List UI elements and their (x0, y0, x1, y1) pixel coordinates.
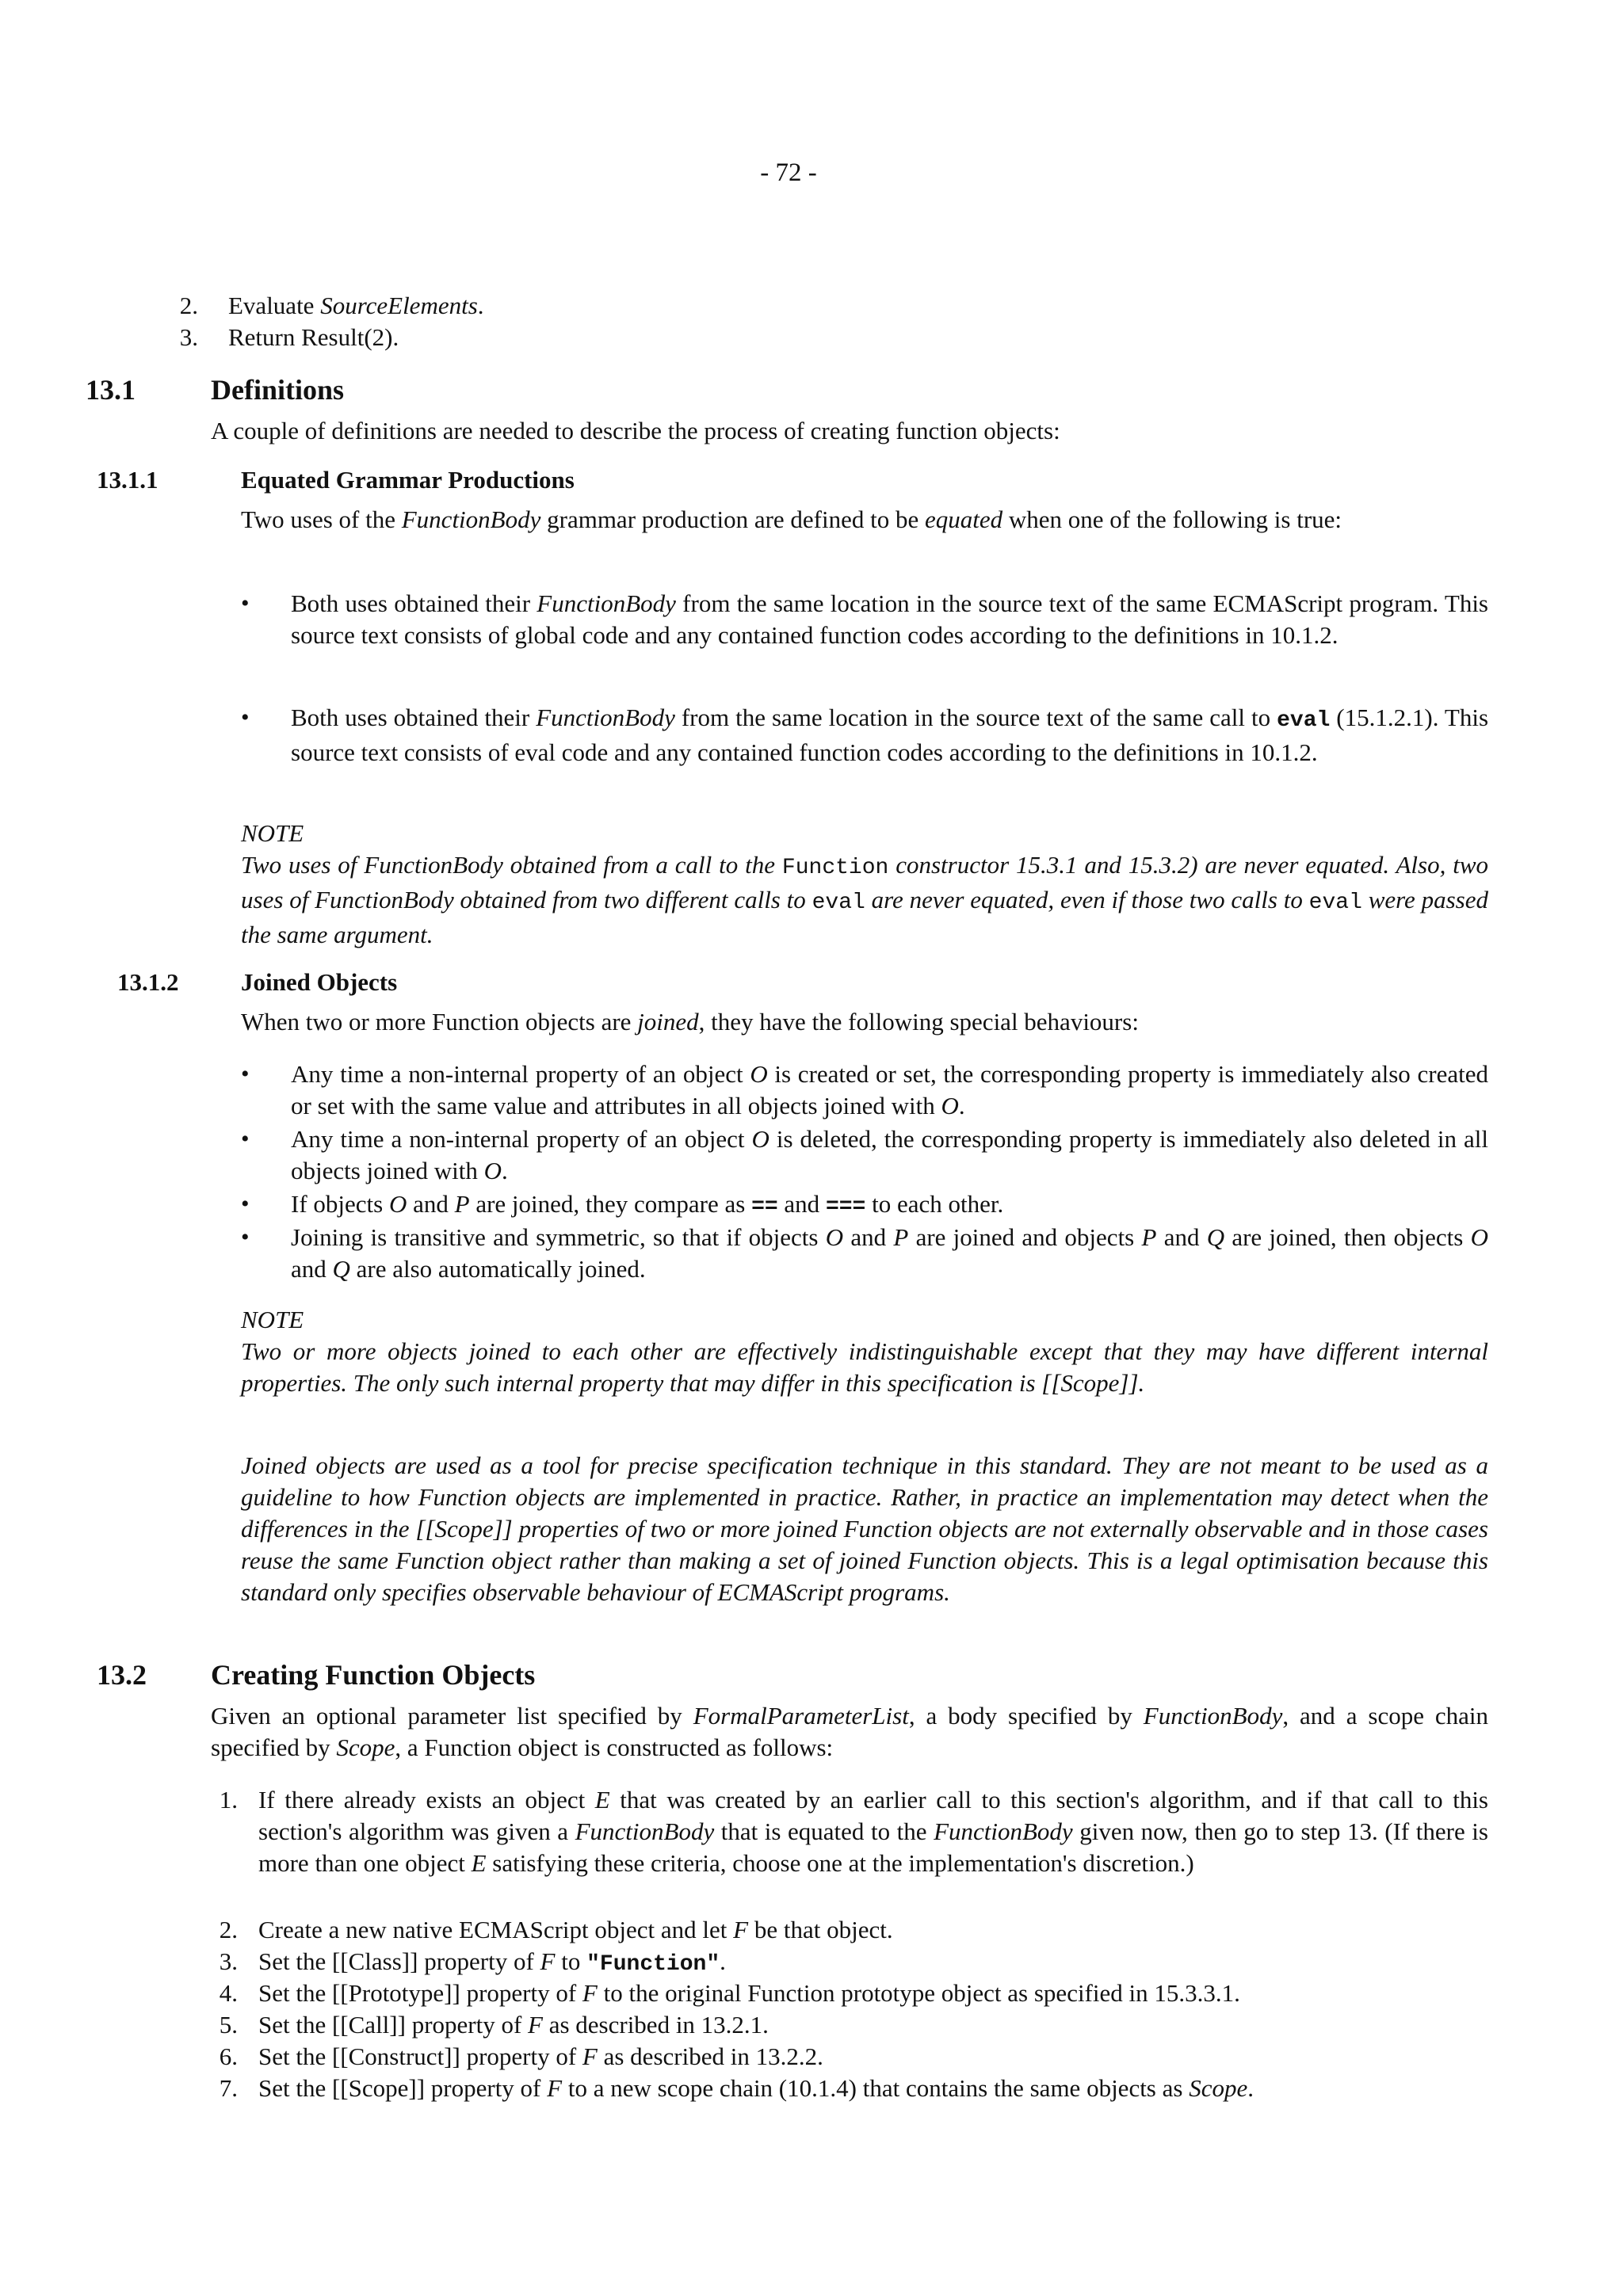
step-number: 7. (219, 2074, 238, 2102)
note-label: NOTE (241, 819, 304, 847)
section-13-1-number: 13.1 (86, 374, 136, 406)
bullet-icon: • (241, 704, 250, 730)
page-number: - 72 - (760, 158, 817, 187)
note-text: Two uses of FunctionBody obtained from a call to the Function constructor 15.3.1 and 15.3.2) are never equated. Also, two uses of FunctionBody obtained from two different calls to eval are never equated, even if those two calls to eval were passed the same argument. (241, 851, 1488, 948)
bullet-icon: • (241, 590, 250, 616)
step-text: Set the [[Scope]] property of F to a new scope chain (10.1.4) that contains the same objects as Scope. (258, 2074, 1254, 2102)
step-number: 3. (219, 1947, 238, 1975)
step-text: If there already exists an object E that was created by an earlier call to this section's algorithm, and if that call to this section's algorithm was given a FunctionBody that is equated to the FunctionBody given now, then go to step 13. (If there is more than one object E satisfying these criteria, choose one at the implementation's discretion.) (258, 1786, 1488, 1877)
joined-behaviour-2: Any time a non-internal property of an object O is deleted, the corresponding property is immediately also deleted in all objects joined with O. (291, 1125, 1489, 1184)
step-number: 6. (219, 2042, 238, 2070)
equated-condition-1: Both uses obtained their FunctionBody from the same location in the source text of the same ECMAScript program. This source text consists of global code and any contained function codes according to the definitions in 10.1.2. (291, 589, 1489, 649)
note-text: Two or more objects joined to each other are effectively indistinguishable except that they may have different internal properties. The only such internal property that may differ in this specification is [[Scope]]. (241, 1337, 1488, 1397)
section-13-1-intro: A couple of definitions are needed to describe the process of creating function objects: (211, 417, 1060, 444)
step-text: Set the [[Prototype]] property of F to the original Function prototype object as specified in 15.3.3.1. (258, 1979, 1240, 2007)
equated-condition-2: Both uses obtained their FunctionBody from the same location in the source text of the same call to eval (15.1.2.1). This source text consists of eval code and any contained function codes according to the definitions in 10.1.2. (291, 704, 1489, 766)
section-13-1-title: Definitions (211, 374, 345, 406)
bullet-icon: • (241, 1061, 250, 1087)
step-text: Set the [[Call]] property of F as described in 13.2.1. (258, 2011, 769, 2039)
section-13-1-2-paragraph: When two or more Function objects are joined, they have the following special behaviours: (241, 1008, 1139, 1035)
section-13-1-1-number: 13.1.1 (97, 466, 158, 494)
section-13-1-1-title: Equated Grammar Productions (241, 466, 575, 494)
joined-behaviour-4: Joining is transitive and symmetric, so that if objects O and P are joined and objects P and Q are joined, then objects O and Q are also automatically joined. (291, 1223, 1488, 1283)
step-number: 4. (219, 1979, 238, 2007)
section-13-1-2-title: Joined Objects (241, 968, 398, 996)
intro-step-3-number: 3. (179, 323, 198, 351)
note-label: NOTE (241, 1306, 304, 1333)
section-13-1-2-number: 13.1.2 (117, 968, 179, 996)
intro-step-2-text: Evaluate SourceElements. (228, 292, 484, 319)
step-text: Create a new native ECMAScript object and let F be that object. (258, 1916, 893, 1943)
step-number: 5. (219, 2011, 238, 2039)
intro-step-2-number: 2. (179, 292, 198, 319)
step-number: 2. (219, 1916, 238, 1943)
bullet-icon: • (241, 1126, 250, 1152)
bullet-icon: • (241, 1224, 250, 1250)
section-13-2-title: Creating Function Objects (211, 1659, 536, 1691)
section-13-2-number: 13.2 (97, 1659, 147, 1691)
step-number: 1. (219, 1786, 238, 1814)
section-13-2-intro: Given an optional parameter list specified by FormalParameterList, a body specified by FunctionBody, and a scope chain specified by Scope, a Function object is constructed as follows: (211, 1702, 1489, 1761)
intro-step-3-text: Return Result(2). (228, 323, 399, 351)
note-text: Joined objects are used as a tool for precise specification technique in this standard. They are not meant to be used as a guideline to how Function objects are implemented in practice. Rather, in practice an implementation may detect when the differences in the [[Scope]] properties of two or more joined Function objects are not externally observable and in those cases reuse the same Function object rather than making a set of joined Function objects. This is a legal optimisation because this standard only specifies observable behaviour of ECMAScript programs. (241, 1451, 1488, 1606)
section-13-1-1-paragraph: Two uses of the FunctionBody grammar production are defined to be equated when one of the following is true: (241, 505, 1342, 533)
bullet-icon: • (241, 1191, 250, 1217)
joined-behaviour-3: If objects O and P are joined, they compare as == and === to each other. (291, 1190, 1004, 1219)
step-text: Set the [[Construct]] property of F as described in 13.2.2. (258, 2042, 823, 2070)
step-text: Set the [[Class]] property of F to "Function". (258, 1947, 726, 1977)
joined-behaviour-1: Any time a non-internal property of an object O is created or set, the corresponding property is immediately also created or set with the same value and attributes in all objects joined with O. (291, 1060, 1488, 1119)
